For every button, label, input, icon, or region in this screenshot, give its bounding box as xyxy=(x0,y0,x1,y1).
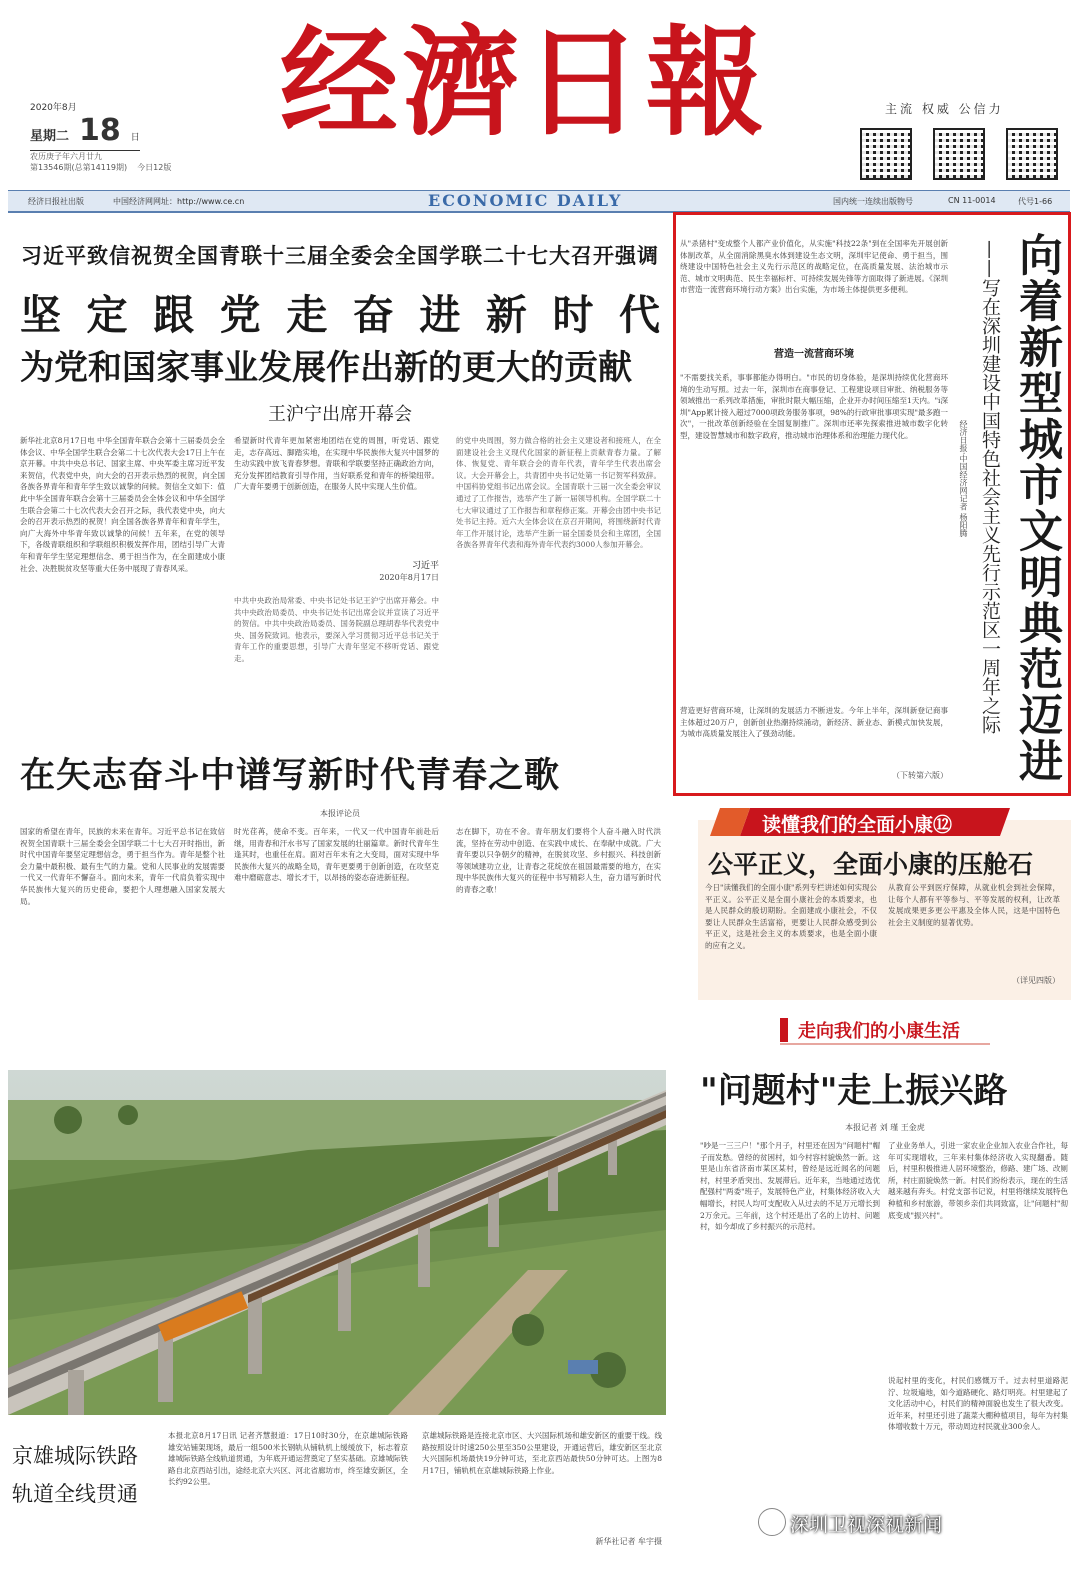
feature-vertical-subtitle: ——写在深圳建设中国特色社会主义先行示范区一周年之际 xyxy=(979,240,1001,734)
channel-watermark: 深圳卫视深视新闻 xyxy=(790,1514,943,1536)
section-underline xyxy=(780,1043,990,1045)
village-byline: 本报记者 刘 瑾 王金虎 xyxy=(845,1123,925,1132)
qr-code-icon xyxy=(860,128,912,180)
qr-code-icon xyxy=(933,128,985,180)
day-unit: 日 xyxy=(130,133,140,143)
section-marker-icon xyxy=(780,1018,788,1042)
village-headline: "问题村"走上振兴路 xyxy=(700,1071,1008,1111)
issue-number: 第13546期(总第14119期) xyxy=(30,163,128,172)
youth-column-1: 国家的希望在青年，民族的未来在青年。习近平总书记在致信祝贺全国青联十三届全委会全国学联二十七大召开时指出，新时代中国青年要坚定理想信念，勇于担当作为。青年是整个社会力量中最积极、最有生气的力量。党和人民事业的发展需要一代又一代青年不懈奋斗。面向未来，青年一代肩负着实现中华民族伟大复兴的历史使命，要把个人理想融入国家发展大局。 xyxy=(20,827,225,906)
fairness-headline: 公平正义，全面小康的压舱石 xyxy=(708,850,1034,879)
feature-vertical-title: 向着新型城市文明典范迈进 xyxy=(1011,232,1062,784)
lead-signature-date: 2020年8月17日 xyxy=(379,573,439,582)
wechat-icon xyxy=(758,1508,786,1536)
lead-subheadline: 王沪宁出席开幕会 xyxy=(268,404,412,425)
website: 中国经济网网址：http://www.ce.cn xyxy=(113,197,245,206)
fairness-column-2: 从教育公平到医疗保障，从就业机会到社会保障，让每个人都有平等参与、平等发展的权利，让改革发展成果更多更公平惠及全体人民，这是中国特色社会主义制度的显著优势。 xyxy=(888,883,1060,927)
masthead-motto: 主流 权威 公信力 xyxy=(885,102,1004,116)
photo-caption-line-1: 京雄城际铁路 xyxy=(12,1444,138,1468)
railway-photo-illustration xyxy=(8,1070,666,1415)
newspaper-masthead-title: 经濟日報 xyxy=(280,13,769,152)
lead-column-3: 的党中央周围，努力做合格的社会主义建设者和接班人，在全面建设社会主义现代化国家的新征程上贡献青春力量。了解体、恢复党、青年联合会的青年代表，青年学生代表出席会议。大会开幕会上，共青团中央书记处第一书记贺军科致辞。中国科协党组书记出席会议。全国青联十三届一次全委会审议通过了工作报告，选举产生了新一届领导机构。全国学联二十七大审议通过了工作报告和章程修正案。开幕会由团中央书记处书记主持。近六大全体会议在京召开期间，将围绕新时代青年工作开展讨论，选举产生新一届全国委员会和主席团，全国各族各界青年代表和海外青年代表约3000人参加开幕会。 xyxy=(456,436,661,550)
serial-label: 国内统一连续出版物号 xyxy=(833,197,913,206)
cn-number: CN 11-0014 xyxy=(948,196,996,205)
village-column-1: "吵是一三三户！"那个月子，村里还在因为"问题村"帽子而发愁。曾经的贫困村，如今村容村貌焕然一新。这里是山东省济南市某区某村，曾经是远近闻名的问题村，村里矛盾突出、发展滞后。近年来，当地通过选优配强村"两委"班子，发展特色产业，村集体经济收入大幅增长，村民人均可支配收入从过去的不足万元增长到2万余元。三年前，这个村还是出了名的上访村、问题村，如今却成了乡村振兴的示范村。 xyxy=(700,1141,880,1232)
date-block xyxy=(30,100,230,173)
village-column-3: 说起村里的变化，村民们感慨万千。过去村里道路泥泞、垃圾遍地，如今道路硬化、路灯明亮。村里建起了文化活动中心，村民们的精神面貌也发生了很大改变。近年来，村里还引进了蔬菜大棚种植项目，每年为村集体增收数十万元，带动周边村民就业300余人。 xyxy=(888,1376,1068,1432)
photo-credit: 新华社记者 牟宇摄 xyxy=(595,1537,662,1546)
lead-signature: 习近平 xyxy=(411,561,439,571)
feature-column-a: 从"杀猪村"变成整个人都产业价值化，从实施"科技22条"到在全国率先开展创新体制改革，从全面消除黑臭水体到建设生态文明，深圳牢记使命、勇于担当，围绕建设中国特色社会主义先行示范区的战略定位，在高质量发展、法治城市示范、城市文明典范、民生幸福标杆、可持续发展先锋等方面取得了新进展。《深圳市营造一流营商环境行动方案》出台实施，为市场主体提供更多便利。 xyxy=(680,239,948,295)
lunar-date: 农历庚子年六月廿九 xyxy=(30,152,102,161)
photo-story-column-1: 本报北京8月17日讯 记者齐慧报道：17日10时30分，在京雄城际铁路雄安站铺架现场，最后一组500米长钢轨从铺轨机上缓缓放下，标志着京雄城际铁路全线轨道贯通，为年底开通运营奠定了坚实基础。京雄城际铁路自北京西站引出，途经北京大兴区、河北省廊坊市，终至雄安新区，全长约92公里。 xyxy=(168,1431,408,1487)
fairness-column-1: 今日"读懂我们的全面小康"系列专栏讲述如何实现公平正义。公平正义是全面小康社会的本质要求，也是人民群众的殷切期盼。全面建成小康社会，不仅要让人民群众生活富裕，更要让人民群众感受到公平正义，这是社会主义的本质要求，也是全面小康的应有之义。 xyxy=(705,883,877,950)
weekday: 星期二 xyxy=(30,129,70,144)
railway-aerial-photo xyxy=(8,1070,666,1415)
xiaokang-banner xyxy=(700,806,1030,838)
feature-column-b: "不需要找关系，事事都能办得明白。"市民的切身体验，是深圳持续优化营商环境的生动写照。过去一年，深圳市在商事登记、工程建设项目审批、纳税服务等领域推出一系列改革措施，审批时限大幅压缩，企业开办时间压缩至1天内。"i深圳"App累计接入超过7000项政务服务事项，98%的行政审批事项实现"最多跑一次"，一批改革创新经验在全国复制推广。深圳市还率先探索推进城市数字化转型，建设智慧城市和数字政府，推动城市治理体系和治理能力现代化。 xyxy=(680,373,948,440)
lead-headline-2: 为党和国家事业发展作出新的更大的贡献 xyxy=(20,348,632,388)
youth-column-2: 时光荏苒，使命不变。百年来，一代又一代中国青年前赴后继，用青春和汗水书写了国家发展的壮丽篇章。新时代青年生逢其时，也重任在肩。面对百年未有之大变局，面对实现中华民族伟大复兴的战略全局，青年更要勇于创新创造，在攻坚克难中磨砺意志、增长才干，以昂扬的姿态奋进新征程。 xyxy=(234,827,439,883)
lead-kicker: 习近平致信祝贺全国青联十三届全委会全国学联二十七大召开强调 xyxy=(21,243,659,268)
postal-code: 代号1-66 xyxy=(1018,197,1053,206)
qr-code-icon xyxy=(1006,128,1058,180)
photo-caption xyxy=(12,1437,138,1513)
youth-column-3: 志在脚下，功在不舍。青年朋友们要将个人奋斗融入时代洪流，坚持在劳动中创造、在实践中成长、在奉献中成就。广大青年要以只争朝夕的精神，在脱贫攻坚、乡村振兴、科技创新等领域建功立业，让青春之花绽放在祖国最需要的地方，在实现中华民族伟大复兴的征程中书写精彩人生，奋力谱写新时代的青春之歌！ xyxy=(456,827,661,894)
english-title: ECONOMIC DAILY xyxy=(428,191,623,210)
fairness-continued: （详见四版） xyxy=(1012,976,1060,985)
village-section-label: 走向我们的小康生活 xyxy=(798,1021,960,1042)
feature-byline: 经济日报·中国经济网记者 杨阳腾 xyxy=(959,420,968,538)
page-count: 今日12版 xyxy=(137,163,172,172)
publisher: 经济日报社出版 xyxy=(28,197,84,206)
masthead-info-bar xyxy=(8,190,1070,213)
lead-column-1: 新华社北京8月17日电 中华全国青年联合会第十三届委员会全体会议、中华全国学生联合会第二十七次代表大会17日上午在京开幕。中共中央总书记、国家主席、中央军委主席习近平发来贺信，代表党中央，向大会的召开表示热烈的祝贺，向全国各族各界青年和青年学生致以诚挚的问候。贺信全文如下：值此中华全国青年联合会第十三届委员会全体会议和中华全国学生联合会第二十七次代表大会召开之际，我代表党中央，向大会的召开表示热烈的祝贺！向全国各族各界青年和青年学生，向广大海外中华青年致以诚挚的问候！五年来，在党的领导下，各级青联组织和学联组织积极发挥作用，团结引导广大青年和青年学生坚定理想信念、勇于担当作为，在全面建成小康社会、决胜脱贫攻坚等重大任务中展现了青春风采。 xyxy=(20,436,225,573)
youth-byline: 本报评论员 xyxy=(320,809,360,818)
year-month: 2020年8月 xyxy=(30,103,77,113)
lead-column-2b: 中共中央政治局常委、中央书记处书记王沪宁出席开幕会。中共中央政治局委员、中央书记处书记出席会议并宣读了习近平的贺信。中共中央政治局委员、国务院副总理胡春华代表党中央、国务院致词。他表示，要深入学习贯彻习近平总书记关于青年工作的重要思想，引导广大青年坚定不移听党话、跟党走。 xyxy=(234,596,439,663)
feature-section-head: 营造一流营商环境 xyxy=(774,349,854,360)
lead-column-2: 希望新时代青年更加紧密地团结在党的周围，听党话、跟党走，志存高远、脚踏实地，在实现中华民族伟大复兴中国梦的生动实践中放飞青春梦想。青联和学联要坚持正确政治方向，充分发挥团结教育引导作用，当好联系党和青年的桥梁纽带。广大青年要勇于创新创造，在服务人民中实现人生价值。 xyxy=(234,436,439,492)
lead-headline-1: 坚 定 跟 党 走 奋 进 新 时 代 xyxy=(20,291,660,339)
feature-column-c: 营造更好营商环境，让深圳的发展活力不断迸发。今年上半年，深圳新登记商事主体超过20万户，创新创业热潮持续涌动，新经济、新业态、新模式加快发展，为城市高质量发展注入了强劲动能。 xyxy=(680,706,948,739)
youth-headline: 在矢志奋斗中谱写新时代青春之歌 xyxy=(20,756,561,796)
photo-caption-line-2: 轨道全线贯通 xyxy=(12,1482,138,1506)
feature-continued: （下转第六版） xyxy=(892,771,948,780)
xiaokang-banner-label: 读懂我们的全面小康⑫ xyxy=(762,814,953,836)
day-number: 18 xyxy=(79,113,121,148)
village-column-2: 了业业务单人，引进一家农业企业加入农业合作社，每年可实现增收，三年来村集体经济收入实现翻番。随后，村里积极推进人居环境整治，修路、建广场、改厕所，村庄面貌焕然一新。村民们纷纷表示，现在的生活越来越有奔头。村党支部书记说，村里将继续发展特色种植和乡村旅游，带领乡亲们共同致富，让"问题村"彻底变成"振兴村"。 xyxy=(888,1141,1068,1220)
photo-story-column-2: 京雄城际铁路是连接北京市区、大兴国际机场和雄安新区的重要干线。线路按照设计时速250公里至350公里建设，开通运营后，雄安新区至北京大兴国际机场最快19分钟可达，至北京西站最快50分钟可达。上图为8月17日，铺轨机在京雄城际铁路上作业。 xyxy=(422,1431,662,1475)
